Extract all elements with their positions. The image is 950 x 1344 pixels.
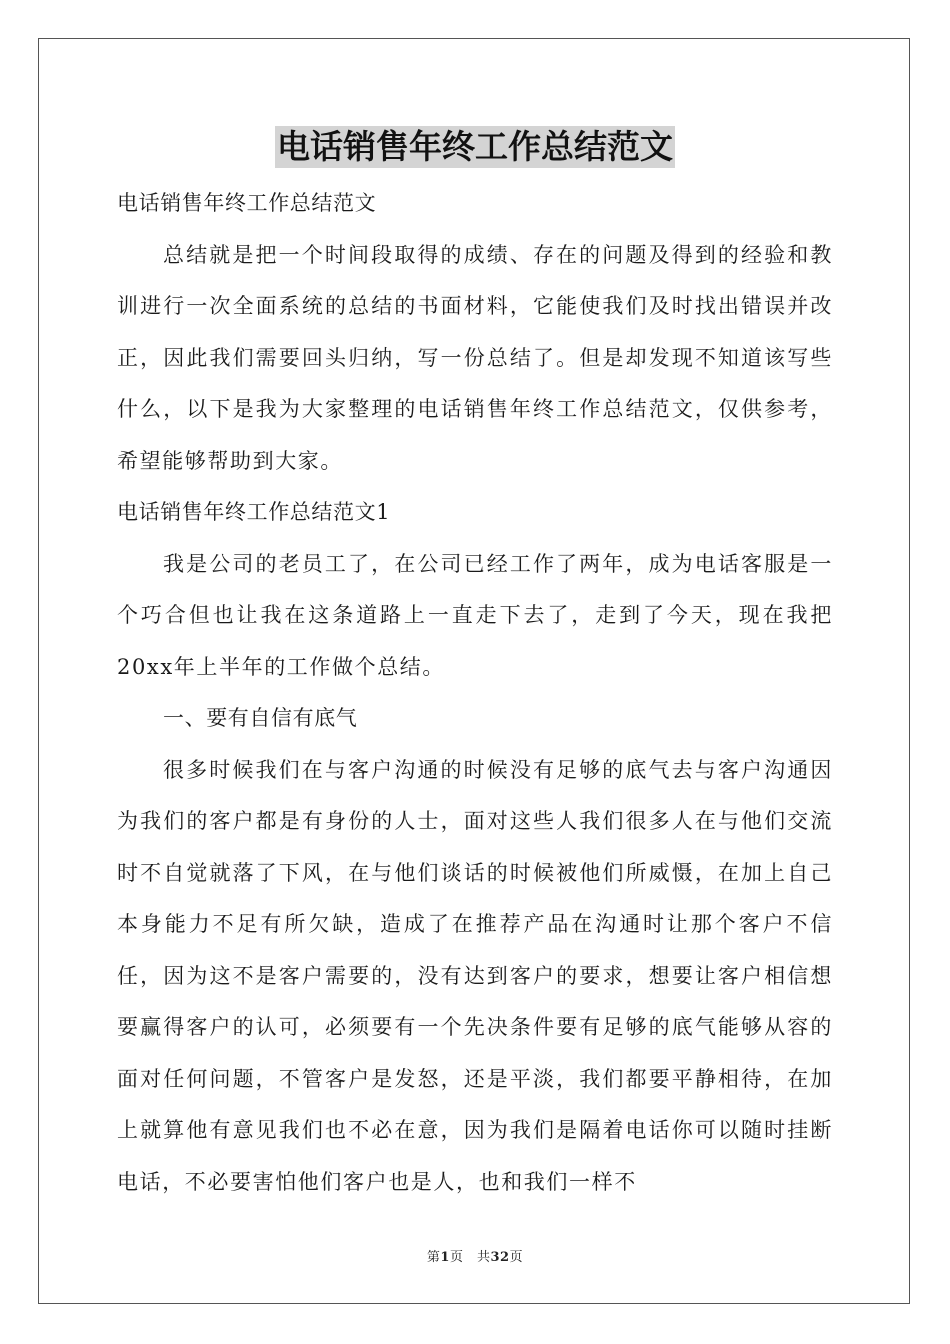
section-paragraph: 我是公司的老员工了，在公司已经工作了两年，成为电话客服是一个巧合但也让我在这条道路上一直走下去了，走到了今天，现在我把20xx年上半年的工作做个总结。 bbox=[117, 551, 833, 679]
document-body bbox=[117, 178, 833, 1208]
page-footer bbox=[0, 1246, 950, 1265]
heading-1: 一、要有自信有底气 bbox=[163, 706, 358, 730]
document-title: 电话销售年终工作总结范文 bbox=[277, 127, 673, 166]
title-wrap bbox=[0, 126, 950, 168]
intro-paragraph: 总结就是把一个时间段取得的成绩、存在的问题及得到的经验和教训进行一次全面系统的总结的书面材料，它能使我们及时找出错误并改正，因此我们需要回头归纳，写一份总结了。但是却发现不知道该写些什么，以下是我为大家整理的电话销售年终工作总结范文，仅供参考，希望能够帮助到大家。 bbox=[117, 242, 833, 473]
document-subtitle: 电话销售年终工作总结范文 bbox=[117, 191, 377, 215]
footer-total-pages: 32 bbox=[490, 1250, 510, 1265]
footer-current-page: 1 bbox=[440, 1250, 450, 1265]
body-paragraph: 很多时候我们在与客户沟通的时候没有足够的底气去与客户沟通因为我们的客户都是有身份的人士，面对这些人我们很多人在与他们交流时不自觉就落了下风，在与他们谈话的时候被他们所威慑，在加上自己本身能力不足有所欠缺，造成了在推荐产品在沟通时让那个客户不信任，因为这不是客户需要的，没有达到客户的要求，想要让客户相信想要赢得客户的认可，必须要有一个先决条件要有足够的底气能够从容的面对任何问题，不管客户是发怒，还是平淡，我们都要平静相待，在加上就算他有意见我们也不必在意，因为我们是隔着电话你可以随时挂断电话，不必要害怕他们客户也是人，也和我们一样不 bbox=[117, 757, 833, 1194]
footer-prefix: 第 bbox=[426, 1250, 441, 1265]
footer-mid: 页 共 bbox=[449, 1250, 491, 1265]
section-title: 电话销售年终工作总结范文1 bbox=[117, 500, 391, 524]
footer-suffix: 页 bbox=[509, 1250, 524, 1265]
